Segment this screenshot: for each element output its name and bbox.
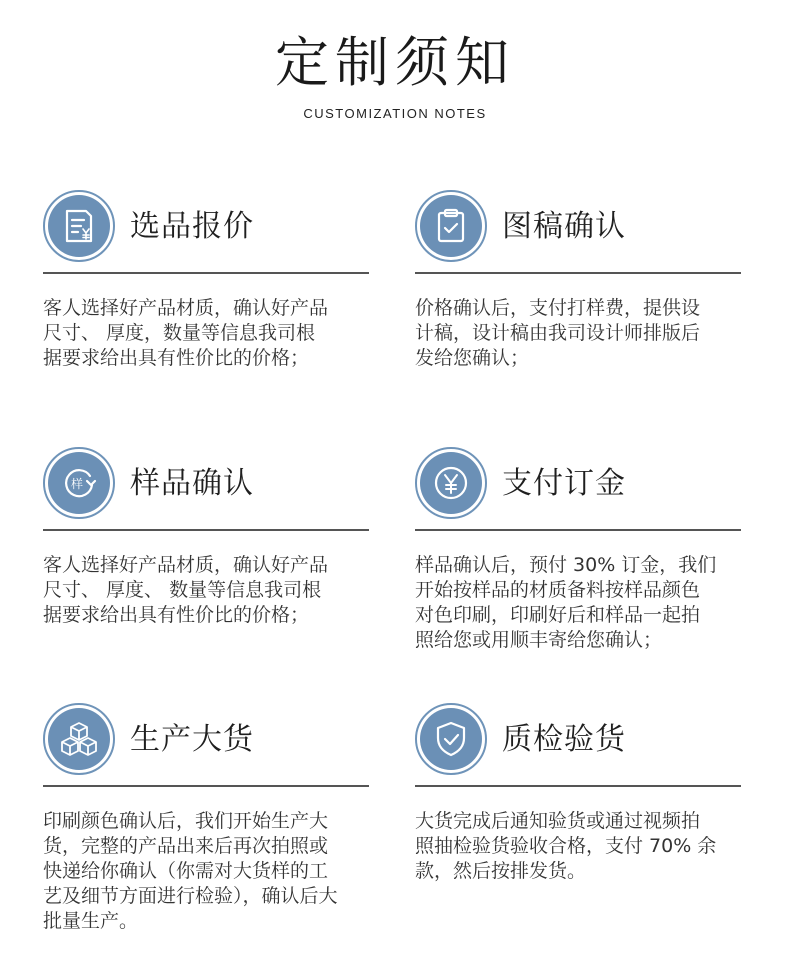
stacked-boxes-icon: [43, 703, 115, 775]
divider: [415, 272, 741, 274]
step-title: 支付订金: [502, 466, 626, 501]
step-card-quote: [43, 190, 383, 369]
divider: [43, 272, 369, 274]
step-description: 大货完成后通知验货或通过视频拍 照抽检验货验收合格，支付 70% 余 款，然后按排发货。: [415, 810, 717, 882]
step-title: 质检验货: [502, 722, 626, 757]
step-title: 样品确认: [130, 466, 254, 501]
divider: [43, 785, 369, 787]
step-description: 样品确认后，预付 30% 订金，我们 开始按样品的材质备料按样品颜色 对色印刷，印刷好后和样品一起拍 照给您或用顺丰寄给您确认；: [415, 554, 717, 651]
page-subtitle: CUSTOMIZATION NOTES: [303, 106, 487, 121]
quote-document-icon: [43, 190, 115, 262]
svg-text:样: 样: [70, 477, 84, 491]
step-title: 图稿确认: [502, 209, 626, 244]
divider: [415, 785, 741, 787]
step-title: 选品报价: [130, 209, 254, 244]
page-title: 定制须知: [275, 31, 515, 94]
step-description: 客人选择好产品材质，确认好产品 尺寸、 厚度，数量等信息我司根 据要求给出具有性价比的价格；: [43, 297, 329, 369]
step-card-artwork: [415, 190, 755, 369]
step-description: 印刷颜色确认后，我们开始生产大 货，完整的产品出来后再次拍照或 快递给你确认（你需对大货样的工 艺及细节方面进行检验），确认后大 批量生产。: [43, 810, 338, 932]
shield-check-icon: [415, 703, 487, 775]
step-card-deposit: [415, 447, 755, 651]
step-card-production: [43, 703, 383, 932]
yen-coin-icon: [415, 447, 487, 519]
divider: [415, 529, 741, 531]
clipboard-check-icon: [415, 190, 487, 262]
sample-refresh-icon: [43, 447, 115, 519]
step-card-sample: [43, 447, 383, 626]
step-title: 生产大货: [130, 722, 254, 757]
step-card-inspection: [415, 703, 755, 882]
step-description: 客人选择好产品材质，确认好产品 尺寸、 厚度、 数量等信息我司根 据要求给出具有性价比的价格；: [43, 554, 329, 626]
step-description: 价格确认后，支付打样费，提供设 计稿，设计稿由我司设计师排版后 发给您确认；: [415, 297, 701, 369]
divider: [43, 529, 369, 531]
